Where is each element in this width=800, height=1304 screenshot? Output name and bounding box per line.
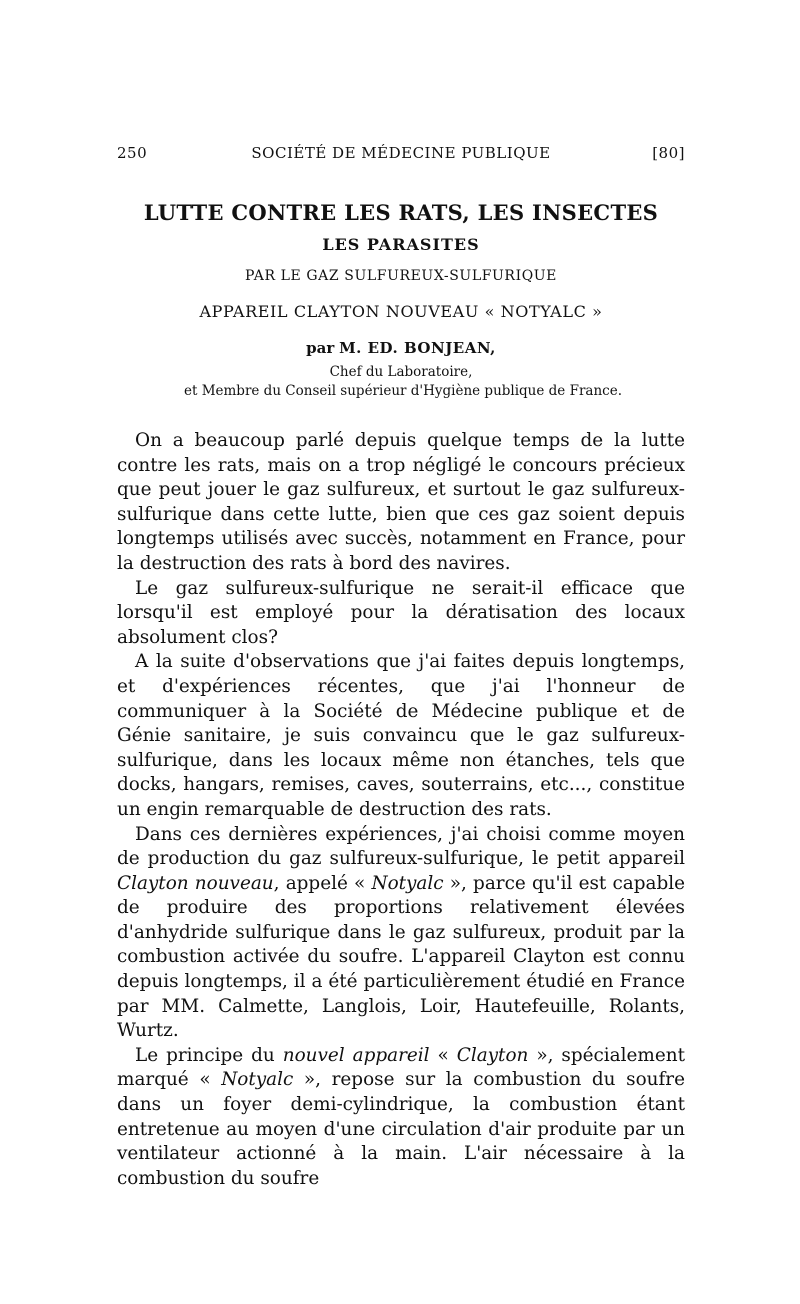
- paragraph-5-italic-3: Notyalc: [221, 1069, 294, 1091]
- paragraph-4-italic-2: Notyalc: [371, 872, 444, 894]
- paragraph-2: Le gaz sulfureux-sulfurique ne serait-il efficace que lorsqu'il est employé pour la dératisation des locaux absolument clos?: [117, 577, 685, 648]
- journal-title: SOCIÉTÉ DE MÉDECINE PUBLIQUE: [251, 144, 551, 162]
- page-reference: [80]: [652, 144, 685, 162]
- running-head: [117, 142, 685, 168]
- paragraph-5: [117, 1044, 685, 1192]
- author-name: M. ED. BONJEAN,: [339, 339, 496, 357]
- paragraph-5-text-b: «: [429, 1044, 457, 1066]
- article-body: [117, 429, 685, 1191]
- paragraph-4-text-a: Dans ces dernières expériences, j'ai choisi comme moyen de production du gaz sulfureux-sulfurique, le petit appareil: [117, 823, 685, 870]
- affiliation-line-2: et Membre du Conseil supérieur d'Hygiène publique de France.: [183, 383, 622, 399]
- paragraph-5-text-d: », repose sur la combustion du soufre dans un foyer demi-cylindrique, la combustion étant entretenue au moyen d'une circulation d'air produite par un ventilateur actionné à la main. L'air nécessaire à la combustion du soufre: [117, 1069, 685, 1189]
- paragraph-4-italic-1: Clayton nouveau: [117, 872, 274, 894]
- affiliation-line-1: Chef du Laboratoire,: [329, 364, 473, 380]
- paragraph-5-text-a: Le principe du: [135, 1044, 283, 1066]
- paragraph-4-text-b: , appelé «: [273, 872, 372, 894]
- byline-prefix: par: [306, 339, 335, 357]
- paragraph-5-italic-1: nouvel appareil: [282, 1044, 430, 1066]
- paragraph-5-italic-2: Clayton: [456, 1044, 529, 1066]
- article-subtitle-method: PAR LE GAZ SULFUREUX-SULFURIQUE: [245, 268, 557, 284]
- page-number: 250: [117, 144, 148, 162]
- paragraph-1: On a beaucoup parlé depuis quelque temps de la lutte contre les rats, mais on a trop négligé le concours précieux que peut jouer le gaz sulfureux, et surtout le gaz sulfureux-sulfurique dans cette lutte, bien que ces gaz soient depuis longtemps utilisés avec succès, notamment en France, pour la destruction des rats à bord des navires.: [117, 430, 685, 574]
- byline: [117, 339, 685, 357]
- article-title: LUTTE CONTRE LES RATS, LES INSECTES: [143, 200, 659, 225]
- article-subtitle: LES PARASITES: [322, 235, 480, 254]
- paragraph-3: A la suite d'observations que j'ai faites depuis longtemps, et d'expériences récentes, que j'ai l'honneur de communiquer à la Société de Médecine publique et de Génie sanitaire, je suis convaincu que le gaz sulfureux-sulfurique, dans les locaux même non étanches, tels que docks, hangars, remises, caves, souterrains, etc..., constitue un engin remarquable de destruction des rats.: [117, 651, 685, 820]
- paragraph-4: [117, 823, 685, 1044]
- page: [117, 142, 685, 1191]
- paragraph-4-text-c: », parce qu'il est capable de produire des proportions relativement élevées d'anhydride sulfurique dans le gaz sulfureux, produit par la combustion activée du soufre. L'appareil Clayton est connu depuis longtemps, il a été particulièrement étudié en France par MM. Calmette, Langlois, Loir, Hautefeuille, Rolants, Wurtz.: [117, 872, 686, 1042]
- paragraph-5-text-c: », spécialement marqué «: [117, 1044, 685, 1091]
- author-affiliation: [117, 363, 685, 401]
- article-subtitle-apparatus: APPAREIL CLAYTON NOUVEAU « NOTYALC »: [199, 302, 603, 321]
